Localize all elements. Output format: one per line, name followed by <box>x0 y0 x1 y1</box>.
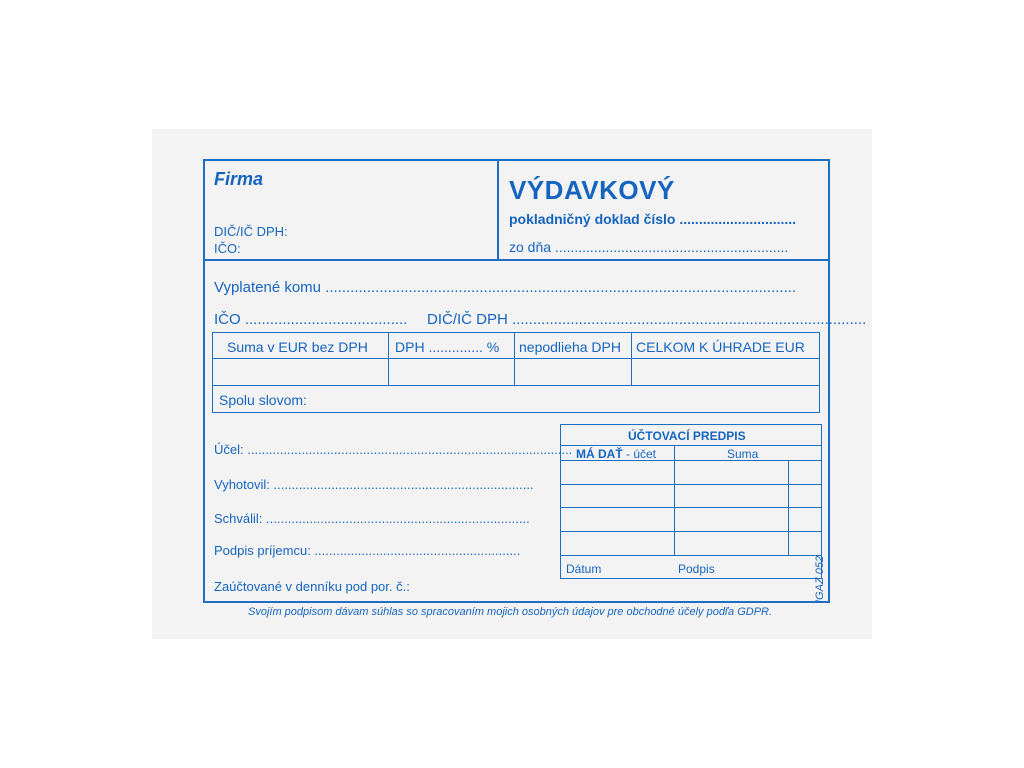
col-vat-percent: DPH .............. % <box>395 339 500 355</box>
col-amount-without-vat: Suma v EUR bez DPH <box>227 339 368 355</box>
table-row-line <box>213 385 819 386</box>
col-total: CELKOM K ÚHRADE EUR <box>636 339 805 355</box>
debit-account-label: MÁ DAŤ - účet <box>576 447 657 461</box>
col-vat-exempt: nepodlieha DPH <box>519 339 621 355</box>
purpose-line: Účel: .......................................................................................... <box>214 442 573 457</box>
accounting-title: ÚČTOVACÍ PREDPIS <box>628 429 746 443</box>
date-label: Dátum <box>566 562 602 576</box>
signature-label: Podpis <box>678 562 715 576</box>
accounting-line <box>561 484 821 485</box>
vat-id-label: DIČ/IČ DPH: <box>214 224 288 239</box>
table-col-line <box>631 333 632 385</box>
company-id-label: IČO: <box>214 241 241 256</box>
header-bottom-line <box>205 259 828 261</box>
document-number: pokladničný doklad číslo .............................. <box>509 211 797 227</box>
expense-voucher-form <box>203 159 867 603</box>
payee-dic-line: DIČ/IČ DPH ..................................................................................... <box>427 311 867 328</box>
accounting-line <box>561 445 821 446</box>
amount-label: Suma <box>727 447 759 461</box>
table-col-line <box>514 333 515 385</box>
paid-to-line: Vyplatené komu ................................................................................................................. <box>214 279 797 296</box>
accounting-line <box>561 555 821 556</box>
company-label: Firma <box>214 169 264 189</box>
accounting-box <box>560 424 822 579</box>
ledger-posting-line: Zaúčtované v denníku pod por. č.: <box>214 579 410 594</box>
gdpr-consent-text: Svojím podpisom dávam súhlas so spracovaním mojich osobných údajov pre obchodné účely podľa GDPR. <box>248 606 773 618</box>
document-date: zo dňa ............................................................ <box>509 239 789 255</box>
accounting-line <box>561 507 821 508</box>
accounting-line <box>561 531 821 532</box>
form-code: IGAZ 052 <box>814 555 826 603</box>
recipient-signature-line: Podpis príjemcu: ......................................................... <box>214 543 521 558</box>
accounting-col-line <box>674 445 675 555</box>
table-header-line <box>213 358 819 359</box>
prepared-by-line: Vyhotovil: ........................................................................ <box>214 477 534 492</box>
accounting-col-line <box>788 460 789 555</box>
approved-by-line: Schválil: ......................................................................... <box>214 511 530 526</box>
document-title: VÝDAVKOVÝ <box>509 175 675 205</box>
payee-ico-line: IČO ....................................... <box>214 311 408 328</box>
amounts-table <box>212 332 820 413</box>
table-col-line <box>388 333 389 385</box>
accounting-line <box>561 460 821 461</box>
header-divider <box>497 161 499 259</box>
amount-in-words: Spolu slovom: <box>219 392 307 408</box>
